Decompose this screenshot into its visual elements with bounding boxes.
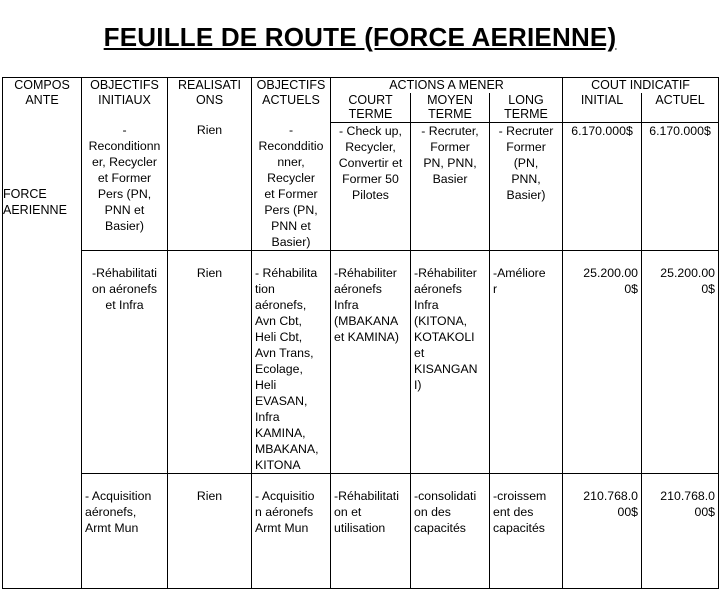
row3-objectifs-initiaux: - Acquisition aéronefs, Armt Mun: [82, 474, 168, 589]
composante-label: FORCE AERIENNE: [3, 187, 67, 217]
row2-court-terme: -Réhabiliter aéronefs Infra (MBAKANA et KAMINA): [331, 251, 411, 474]
header-moyen-terme: MOYEN TERME: [411, 93, 490, 123]
row1-long-terme: - Recruter Former (PN, PNN, Basier): [490, 122, 563, 251]
header-actions: ACTIONS A MENER: [331, 78, 563, 93]
row1-cout-initial: 6.170.000$: [563, 122, 642, 251]
row2-objectifs-initiaux: -Réhabilitati on aéronefs et Infra: [82, 251, 168, 474]
header-realisations: REALISATI ONS: [168, 78, 252, 123]
roadmap-table: [2, 77, 719, 589]
row3-cout-initial: 210.768.0 00$: [563, 474, 642, 589]
row1-objectifs-actuels: - Recondditio nner, Recycler et Former Pers (PN, PNN et Basier): [252, 122, 331, 251]
row1-objectifs-initiaux: - Reconditionn er, Recycler et Former Pers (PN, PNN et Basier): [82, 122, 168, 251]
row2-moyen-terme: -Réhabiliter aéronefs Infra (KITONA, KOTAKOLI et KISANGAN I): [411, 251, 490, 474]
row2-objectifs-actuels: - Réhabilita tion aéronefs, Avn Cbt, Heli Cbt, Avn Trans, Ecolage, Heli EVASAN, Infra KAMINA, MBAKANA, KITONA: [252, 251, 331, 474]
row3-cout-actuel: 210.768.0 00$: [642, 474, 719, 589]
header-objectifs-initiaux: OBJECTIFS INITIAUX: [82, 78, 168, 123]
row2-cout-initial: 25.200.00 0$: [563, 251, 642, 474]
header-court-terme: COURT TERME: [331, 93, 411, 123]
row2-long-terme: -Améliore r: [490, 251, 563, 474]
page-title: FEUILLE DE ROUTE (FORCE AERIENNE): [103, 22, 617, 52]
header-actuel: ACTUEL: [642, 93, 719, 123]
header-long-terme: LONG TERME: [490, 93, 563, 123]
header-cout: COUT INDICATIF: [563, 78, 719, 93]
row1-moyen-terme: - Recruter, Former PN, PNN, Basier: [411, 122, 490, 251]
header-initial: INITIAL: [563, 93, 642, 123]
row2-cout-actuel: 25.200.00 0$: [642, 251, 719, 474]
header-row: [3, 78, 719, 93]
table-row: [3, 122, 719, 251]
row3-long-terme: -croissem ent des capacités: [490, 474, 563, 589]
row1-cout-actuel: 6.170.000$: [642, 122, 719, 251]
table-row: [3, 474, 719, 589]
header-composante: COMPOS ANTE: [3, 78, 82, 123]
header-objectifs-actuels: OBJECTIFS ACTUELS: [252, 78, 331, 123]
row3-moyen-terme: -consolidati on des capacités: [411, 474, 490, 589]
row1-realisations: Rien: [168, 122, 252, 251]
table-row: [3, 251, 719, 474]
row1-court-terme: - Check up, Recycler, Convertir et Former 50 Pilotes: [331, 122, 411, 251]
composante-cell: [3, 122, 82, 589]
row2-realisations: Rien: [168, 251, 252, 474]
row3-realisations: Rien: [168, 474, 252, 589]
row3-objectifs-actuels: - Acquisitio n aéronefs Armt Mun: [252, 474, 331, 589]
row3-court-terme: -Réhabilitati on et utilisation: [331, 474, 411, 589]
